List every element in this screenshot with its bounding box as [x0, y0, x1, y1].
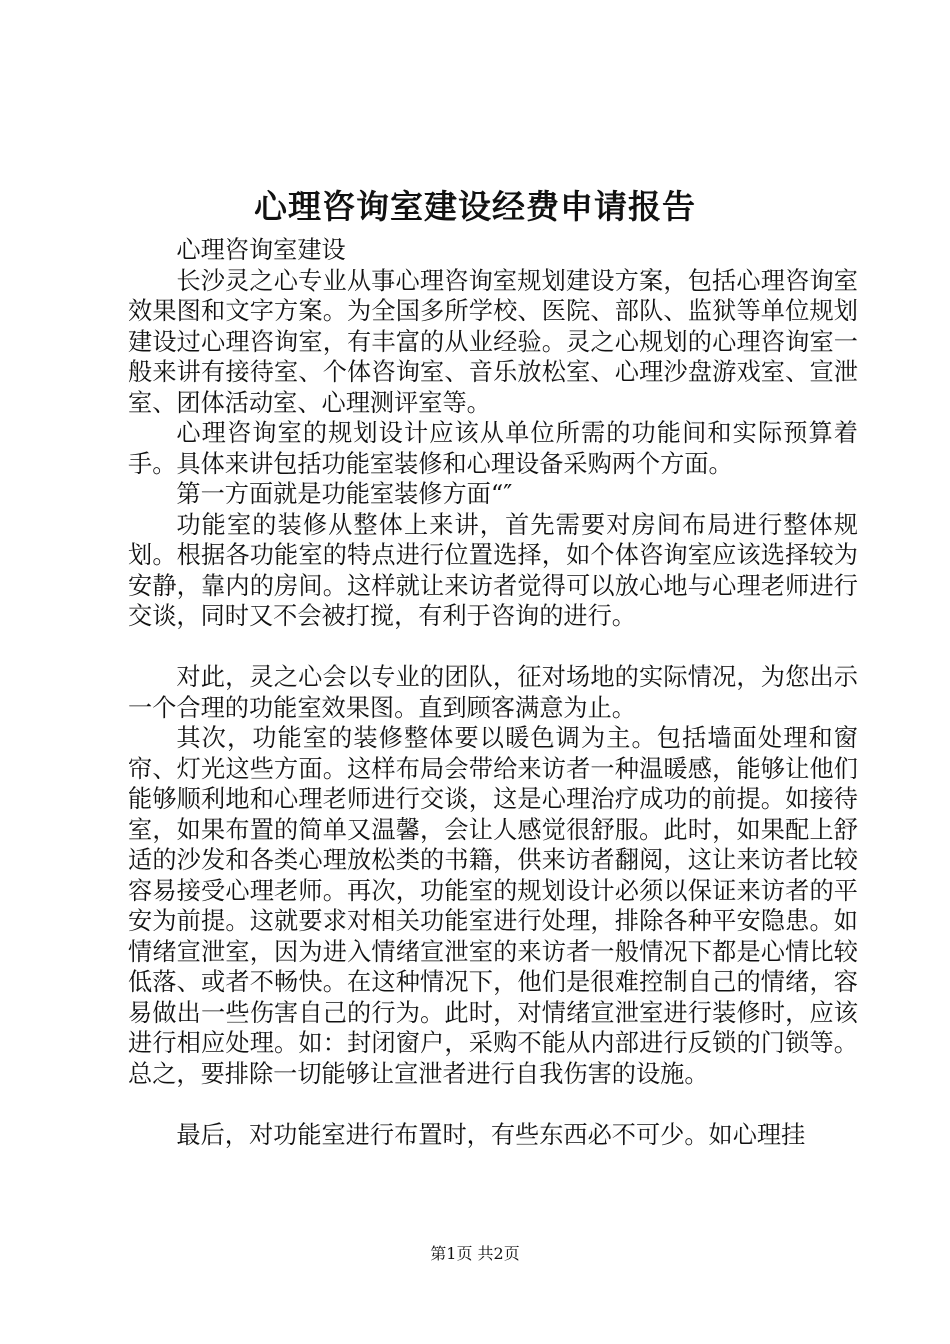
paragraph-first-aspect: 第一方面就是功能室装修方面“″: [176, 480, 513, 508]
paragraph-planning: 心理咨询室的规划设计应该从单位所需的功能间和实际预算着手。具体来讲包括功能室装修和心理设备采购两个方面。: [128, 419, 858, 478]
paragraph-heading: 心理咨询室建设: [176, 236, 346, 264]
document-body: [128, 235, 858, 1150]
paragraph-warm-tones: 其次，功能室的装修整体要以暖色调为主。包括墙面处理和窗帘、灯光这些方面。这样布局会带给来访者一种温暖感，能够让他们能够顺利地和心理老师进行交谈，这是心理治疗成功的前提。如接待室，如果布置的简单又温馨，会让人感觉很舒服。此时，如果配上舒适的沙发和各类心理放松类的书籍，供来访者翻阅，这让来访者比较容易接受心理老师。再次，功能室的规划设计必须以保证来访者的平安为前提。这就要求对相关功能室进行处理，排除各种平安隐患。如情绪宣泄室，因为进入情绪宣泄室的来访者一般情况下都是心情比较低落、或者不畅快。在这种情况下，他们是很难控制自己的情绪，容易做出一些伤害自己的行为。此时，对情绪宣泄室进行装修时，应该进行相应处理。如：封闭窗户，采购不能从内部进行反锁的门锁等。总之，要排除一切能够让宣泄者进行自我伤害的设施。: [128, 724, 858, 1088]
paragraph-finally: 最后，对功能室进行布置时，有些东西必不可少。如心理挂: [176, 1120, 806, 1149]
page-footer: 第1页 共2页: [430, 1244, 520, 1263]
paragraph-team: 对此，灵之心会以专业的团队，征对场地的实际情况，为您出示一个合理的功能室效果图。直到顾客满意为止。: [128, 663, 858, 722]
document-title: 心理咨询室建设经费申请报告: [254, 187, 696, 226]
paragraph-intro: 长沙灵之心专业从事心理咨询室规划建设方案，包括心理咨询室效果图和文字方案。为全国多所学校、医院、部队、监狱等单位规划建设过心理咨询室，有丰富的从业经验。灵之心规划的心理咨询室一般来讲有接待室、个体咨询室、音乐放松室、心理沙盘游戏室、宣泄室、团体活动室、心理测评室等。: [128, 266, 858, 417]
paragraph-layout: 功能室的装修从整体上来讲，首先需要对房间布局进行整体规划。根据各功能室的特点进行位置选择，如个体咨询室应该选择较为安静，靠内的房间。这样就让来访者觉得可以放心地与心理老师进行交谈，同时又不会被打搅，有利于咨询的进行。: [128, 510, 858, 630]
